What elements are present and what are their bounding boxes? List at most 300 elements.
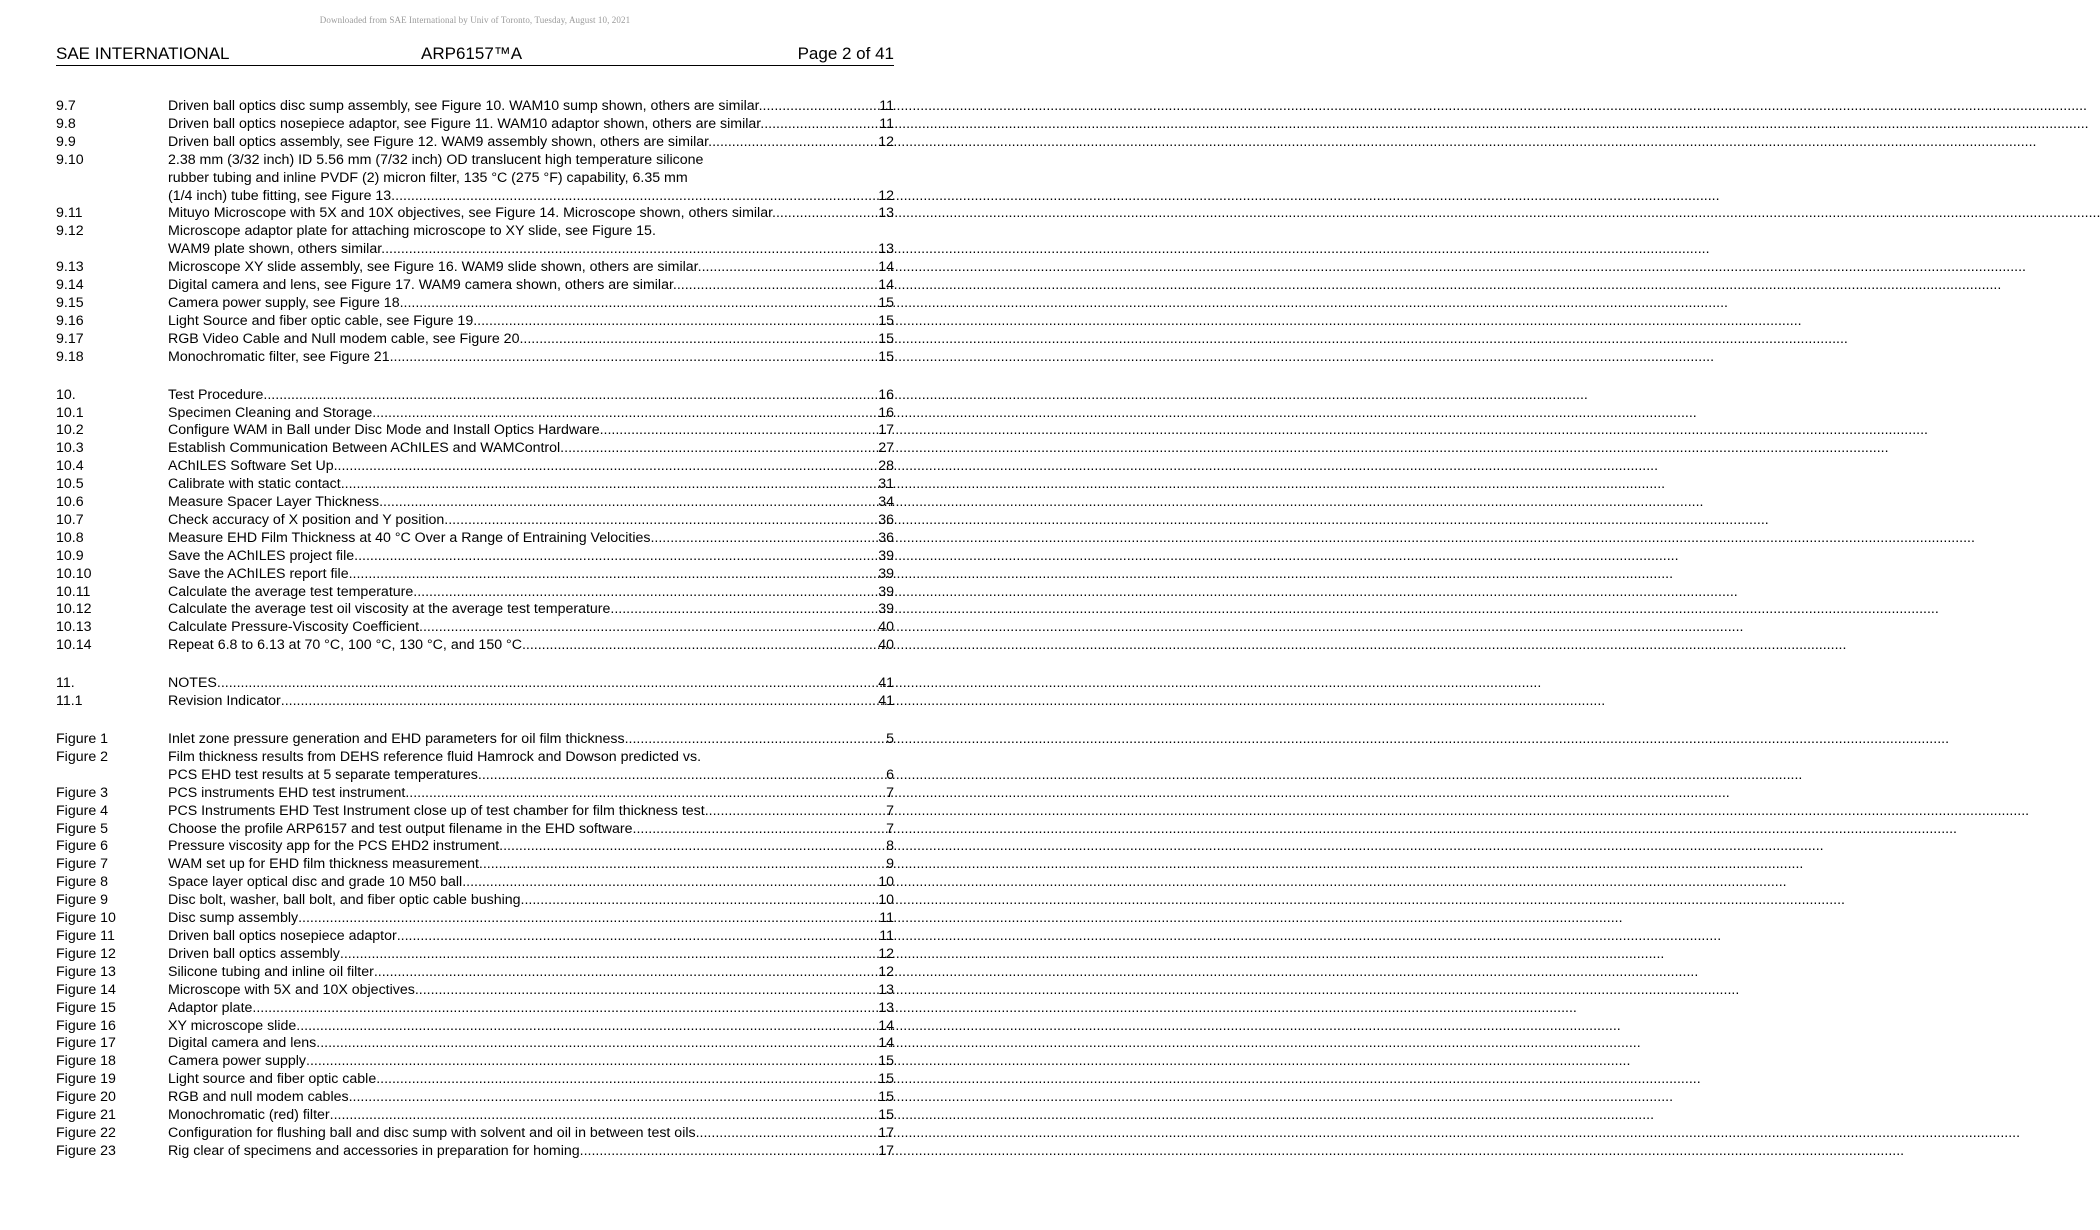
- toc-entry-title: PCS EHD test results at 5 separate temperatures: [168, 766, 478, 783]
- toc-entry[interactable]: [56, 928, 894, 946]
- toc-entry-page: 12: [878, 945, 894, 962]
- toc-entry-body: [168, 1107, 894, 1125]
- dot-leader: [376, 1071, 877, 1089]
- dot-leader: [405, 785, 885, 803]
- dot-leader: [395, 188, 877, 206]
- toc-entry-page: 13: [878, 241, 894, 258]
- toc-entry[interactable]: [56, 637, 894, 655]
- toc-entry-title: Camera power supply, see Figure 18.: [168, 294, 404, 311]
- toc-entry-page: 15: [878, 348, 894, 365]
- toc-entry-leader-row: [168, 1089, 894, 1107]
- toc-entry-leader-row: [168, 892, 894, 910]
- toc-entry-title: Light source and fiber optic cable: [168, 1071, 377, 1088]
- toc-entry-number: Figure 20: [56, 1089, 116, 1106]
- dot-leader: [477, 313, 877, 331]
- toc-entry-page: 15: [878, 1071, 894, 1088]
- toc-entry-title: PCS Instruments EHD Test Instrument close up of test chamber for film thickness test: [168, 802, 705, 819]
- toc-entry[interactable]: [56, 1035, 894, 1053]
- toc-entry-title: Choose the profile ARP6157 and test output filename in the EHD software: [168, 820, 633, 837]
- dot-leader: [763, 98, 879, 116]
- toc-entry-title: Monochromatic (red) filter: [168, 1107, 330, 1124]
- toc-entry-page: 16: [878, 386, 894, 403]
- toc-entry-leader-row: [168, 1125, 894, 1143]
- toc-entry-body: [168, 821, 894, 839]
- dot-leader: [390, 349, 878, 367]
- toc-entry-body: [168, 313, 894, 331]
- toc-entry[interactable]: [56, 821, 894, 839]
- toc-entry-page: 10: [878, 874, 894, 891]
- toc-entry[interactable]: [56, 785, 894, 803]
- toc-entry[interactable]: [56, 601, 894, 619]
- dot-leader: [306, 1053, 877, 1071]
- toc-entry[interactable]: [56, 856, 894, 874]
- toc-entry-page: 14: [878, 259, 894, 276]
- toc-entry-page: 36: [878, 529, 894, 546]
- toc-entry-leader-row: [168, 1053, 894, 1071]
- toc-entry-title: Driven ball optics assembly: [168, 945, 340, 962]
- dot-leader: [523, 331, 877, 349]
- toc-entry-number: Figure 7: [56, 856, 109, 873]
- toc-entry-page: 11: [879, 927, 894, 944]
- toc-entry-title: RGB and null modem cables: [168, 1089, 349, 1106]
- toc-entry-page: 15: [878, 294, 894, 311]
- toc-entry-number: Figure 17: [56, 1035, 116, 1052]
- toc-entry[interactable]: [56, 134, 894, 152]
- toc-entry-page: 28: [878, 458, 894, 475]
- toc-entry-leader-row: [168, 785, 894, 803]
- toc-entry-page: 36: [878, 511, 894, 528]
- toc-entry[interactable]: [56, 1000, 894, 1018]
- toc-entry-page: 6: [886, 766, 894, 783]
- dot-leader: [696, 1125, 878, 1143]
- dot-leader: [478, 767, 885, 785]
- toc-entry-title: RGB Video Cable and Null modem cable, see Figure 20.: [168, 330, 524, 347]
- toc-entry-body: [168, 152, 894, 206]
- toc-entry-title: Configuration for flushing ball and disc sump with solvent and oil in between test oils: [168, 1124, 696, 1141]
- toc-entry-page: 14: [878, 1017, 894, 1034]
- toc-entry-body: [168, 205, 894, 223]
- toc-entry-leader-row: [168, 767, 894, 785]
- toc-entry-number: 11.1: [56, 693, 83, 710]
- toc-entry-page: 7: [886, 784, 894, 801]
- dot-leader: [413, 584, 877, 602]
- toc-entry[interactable]: [56, 458, 894, 476]
- toc-entry[interactable]: [56, 1125, 894, 1143]
- toc-entry[interactable]: [56, 874, 894, 892]
- toc-entry-title: Microscope XY slide assembly, see Figure 16. WAM9 slide shown, others are similar.: [168, 259, 702, 276]
- header-page-number: Page 2 of 41: [797, 44, 894, 63]
- toc-entry-leader-row: [168, 530, 894, 548]
- toc-entry-title: Driven ball optics nosepiece adaptor, see Figure 11. WAM10 adaptor shown, others are similar.: [168, 115, 765, 132]
- toc-entry-leader-row: [168, 1143, 894, 1161]
- section-spacer: [56, 655, 894, 675]
- toc-entry-leader-row: [168, 1071, 894, 1089]
- dot-leader: [217, 675, 877, 693]
- toc-entry-leader-row: [168, 601, 894, 619]
- toc-entry-number: 9.12: [56, 223, 84, 240]
- toc-entry[interactable]: [56, 910, 894, 928]
- toc-entry-leader-row: [168, 566, 894, 584]
- toc-entry[interactable]: [56, 349, 894, 367]
- dot-leader: [296, 1018, 877, 1036]
- dot-leader: [712, 134, 877, 152]
- dot-leader: [650, 530, 877, 548]
- section-spacer: [56, 711, 894, 731]
- toc-entry-number: 10.10: [56, 565, 92, 582]
- toc-entry-body: [168, 1125, 894, 1143]
- dot-leader: [633, 821, 886, 839]
- toc-entry[interactable]: [56, 116, 894, 134]
- dot-leader: [580, 1143, 878, 1161]
- toc-entry-page: 13: [878, 981, 894, 998]
- toc-entry[interactable]: [56, 693, 894, 711]
- toc-entry-page: 14: [878, 1035, 894, 1052]
- dot-leader: [379, 494, 877, 512]
- toc-entry-page: 40: [878, 637, 894, 654]
- toc-entry-page: 8: [886, 838, 894, 855]
- toc-entry-body: [168, 1143, 894, 1161]
- toc-entry-page: 39: [878, 547, 894, 564]
- toc-entry[interactable]: [56, 313, 894, 331]
- toc-entry[interactable]: [56, 584, 894, 602]
- toc-entry-title-line: 2.38 mm (3/32 inch) ID 5.56 mm (7/32 inch) OD translucent high temperature silicone: [168, 151, 704, 168]
- toc-entry-leader-row: [168, 803, 894, 821]
- toc-entry[interactable]: [56, 566, 894, 584]
- toc-entry-title: Calibrate with static contact: [168, 476, 341, 493]
- toc-entry-leader-row: [168, 277, 894, 295]
- toc-entry-body: [168, 98, 894, 116]
- toc-entry-number: Figure 10: [56, 910, 116, 927]
- toc-entry-leader-row: [168, 637, 894, 655]
- toc-entry-title: Save the AChILES report file: [168, 565, 349, 582]
- dot-leader: [298, 910, 878, 928]
- toc-entry-leader-row: [168, 313, 894, 331]
- toc-entry-leader-row: [168, 548, 894, 566]
- toc-entry[interactable]: [56, 1053, 894, 1071]
- dot-leader: [564, 440, 877, 458]
- toc-entry-body: [168, 910, 894, 928]
- toc-entry-leader-row: [168, 241, 894, 259]
- toc-entry-page: 31: [878, 476, 894, 493]
- toc-entry-body: [168, 693, 894, 711]
- toc-entry-page: 14: [878, 277, 894, 294]
- toc-entry-title: NOTES: [168, 675, 217, 692]
- dot-leader: [522, 637, 877, 655]
- toc-entry-leader-row: [168, 331, 894, 349]
- toc-entry-page: 15: [878, 1089, 894, 1106]
- toc-entry[interactable]: [56, 512, 894, 530]
- toc-entry-body: [168, 440, 894, 458]
- toc-entry-number: 9.17: [56, 330, 84, 347]
- toc-entry-leader-row: [168, 982, 894, 1000]
- toc-entry-number: 9.11: [56, 205, 83, 222]
- toc-entry-title-line: Microscope adaptor plate for attaching microscope to XY slide, see Figure 15.: [168, 223, 656, 240]
- header-organization: SAE INTERNATIONAL: [56, 44, 230, 63]
- dot-leader: [625, 731, 886, 749]
- toc-entry-page: 17: [878, 422, 894, 439]
- toc-entry-leader-row: [168, 946, 894, 964]
- toc-entry[interactable]: [56, 749, 894, 785]
- toc-entry[interactable]: [56, 731, 894, 749]
- toc-entry-number: Figure 9: [56, 892, 109, 909]
- toc-entry-body: [168, 494, 894, 512]
- toc-entry[interactable]: [56, 259, 894, 277]
- toc-entry-body: [168, 530, 894, 548]
- toc-entry-leader-row: [168, 98, 894, 116]
- toc-entry[interactable]: [56, 422, 894, 440]
- toc-entry-page: 12: [878, 133, 894, 150]
- dot-leader: [263, 387, 877, 405]
- toc-entry-page: 12: [878, 187, 894, 204]
- page-header: [56, 44, 894, 66]
- toc-entry[interactable]: [56, 1018, 894, 1036]
- toc-entry-leader-row: [168, 928, 894, 946]
- toc-entry-title: WAM9 plate shown, others similar.: [168, 241, 386, 258]
- toc-entry-title: Save the AChILES project file: [168, 547, 355, 564]
- toc-entry-page: 13: [878, 999, 894, 1016]
- toc-entry-leader-row: [168, 494, 894, 512]
- toc-entry-number: Figure 11: [56, 927, 115, 944]
- dot-leader: [479, 856, 885, 874]
- toc-entry-number: 10.8: [56, 529, 84, 546]
- toc-entry-title: Check accuracy of X position and Y position: [168, 511, 445, 528]
- toc-entry-page: 11: [879, 115, 894, 132]
- toc-entry-page: 11: [879, 98, 894, 114]
- toc-entry-title: Mituyo Microscope with 5X and 10X objectives, see Figure 14. Microscope shown, others similar.: [168, 205, 776, 222]
- toc-entry-page: 11: [879, 910, 894, 927]
- toc-entry-leader-row: [168, 188, 894, 206]
- dot-leader: [354, 548, 877, 566]
- toc-entry-number: 11.: [56, 675, 75, 692]
- toc-entry-leader-row: [168, 1000, 894, 1018]
- toc-entry[interactable]: [56, 530, 894, 548]
- toc-entry-page: 7: [886, 802, 894, 819]
- dot-leader: [604, 422, 878, 440]
- toc-entry[interactable]: [56, 838, 894, 856]
- toc-entry[interactable]: [56, 675, 894, 693]
- dot-leader: [330, 1107, 878, 1125]
- toc-entry-leader-row: [168, 259, 894, 277]
- toc-entry-body: [168, 458, 894, 476]
- toc-entry-title: XY microscope slide: [168, 1017, 297, 1034]
- toc-entry[interactable]: [56, 98, 894, 116]
- toc-entry-number: 10.3: [56, 440, 84, 457]
- toc-entry-page: 40: [878, 619, 894, 636]
- dot-leader: [705, 803, 885, 821]
- toc-entry-number: Figure 18: [56, 1053, 116, 1070]
- toc-entry[interactable]: [56, 892, 894, 910]
- toc-entry-title: Measure EHD Film Thickness at 40 °C Over a Range of Entraining Velocities: [168, 529, 651, 546]
- toc-entry-body: [168, 601, 894, 619]
- dot-leader: [316, 1035, 877, 1053]
- toc-entry-title: (1/4 inch) tube fitting, see Figure 13.: [168, 187, 396, 204]
- toc-entry-number: 9.16: [56, 312, 84, 329]
- dot-leader: [499, 838, 885, 856]
- toc-entry[interactable]: [56, 619, 894, 637]
- toc-entry-body: [168, 548, 894, 566]
- toc-entry-number: 10.6: [56, 494, 84, 511]
- toc-entry-page: 17: [878, 1124, 894, 1141]
- toc-entry-page: 15: [878, 330, 894, 347]
- toc-entry-leader-row: [168, 874, 894, 892]
- toc-entry-leader-row: [168, 458, 894, 476]
- toc-entry-number: Figure 14: [56, 981, 116, 998]
- toc-entry-title: Monochromatic filter, see Figure 21: [168, 348, 390, 365]
- toc-entry-body: [168, 637, 894, 655]
- toc-entry[interactable]: [56, 476, 894, 494]
- header-document-id: ARP6157™A: [421, 44, 523, 63]
- toc-entry-body: [168, 405, 894, 423]
- toc-entry-title-line: Film thickness results from DEHS reference fluid Hamrock and Dowson predicted vs.: [168, 748, 702, 765]
- dot-leader: [385, 241, 877, 259]
- toc-entry[interactable]: [56, 946, 894, 964]
- dot-leader: [281, 693, 877, 711]
- toc-entry-number: 10.: [56, 386, 76, 403]
- toc-entry[interactable]: [56, 223, 894, 259]
- toc-entry-leader-row: [168, 1035, 894, 1053]
- toc-entry[interactable]: [56, 152, 894, 206]
- toc-entry-body: [168, 892, 894, 910]
- toc-entry-leader-row: [168, 821, 894, 839]
- toc-entry-body: [168, 1035, 894, 1053]
- download-watermark: Downloaded from SAE International by Univ of Toronto, Tuesday, August 10, 2021: [319, 15, 631, 25]
- toc-entry-title: Driven ball optics disc sump assembly, see Figure 10. WAM10 sump shown, others are similar.: [168, 98, 763, 114]
- toc-entry-number: Figure 16: [56, 1017, 116, 1034]
- dot-leader: [349, 566, 878, 584]
- toc-entry[interactable]: [56, 331, 894, 349]
- dot-leader: [341, 476, 878, 494]
- toc-entry-body: [168, 946, 894, 964]
- toc-entry-number: 9.9: [56, 133, 76, 150]
- toc-entry-body: [168, 675, 894, 693]
- toc-entry-number: 10.5: [56, 476, 84, 493]
- toc-entry-title: Camera power supply: [168, 1053, 306, 1070]
- toc-entry-number: 9.14: [56, 277, 84, 294]
- toc-entry-page: 16: [878, 404, 894, 421]
- toc-entry[interactable]: [56, 548, 894, 566]
- toc-entry-leader-row: [168, 134, 894, 152]
- toc-entry-title: Revision Indicator: [168, 693, 281, 710]
- toc-entry-body: [168, 982, 894, 1000]
- toc-entry[interactable]: [56, 982, 894, 1000]
- toc-entry-page: 39: [878, 583, 894, 600]
- toc-entry-title: Disc bolt, washer, ball bolt, and fiber optic cable bushing: [168, 892, 521, 909]
- toc-entry-leader-row: [168, 731, 894, 749]
- toc-entry-number: 9.13: [56, 259, 84, 276]
- toc-entry-body: [168, 584, 894, 602]
- dot-leader: [702, 259, 878, 277]
- toc-entry-page: 9: [886, 856, 894, 873]
- toc-entry-title: Silicone tubing and inline oil filter: [168, 963, 374, 980]
- toc-entry[interactable]: [56, 387, 894, 405]
- dot-leader: [462, 874, 877, 892]
- toc-entry-number: Figure 23: [56, 1142, 116, 1159]
- toc-entry-number: Figure 22: [56, 1124, 116, 1141]
- toc-entry-leader-row: [168, 349, 894, 367]
- toc-entry-number: 10.4: [56, 458, 84, 475]
- toc-entry[interactable]: [56, 1107, 894, 1125]
- toc-entry-leader-row: [168, 476, 894, 494]
- toc-entry-page: 41: [878, 693, 894, 710]
- toc-entry-title: Driven ball optics nosepiece adaptor: [168, 927, 397, 944]
- toc-entry-leader-row: [168, 619, 894, 637]
- toc-entry[interactable]: [56, 1071, 894, 1089]
- toc-entry[interactable]: [56, 440, 894, 458]
- toc-entry[interactable]: [56, 964, 894, 982]
- table-of-contents: [56, 98, 894, 1161]
- toc-entry-leader-row: [168, 422, 894, 440]
- toc-entry-number: 10.1: [56, 404, 84, 421]
- toc-entry-page: 12: [878, 963, 894, 980]
- toc-entry[interactable]: [56, 205, 894, 223]
- toc-entry-leader-row: [168, 693, 894, 711]
- toc-entry-body: [168, 1053, 894, 1071]
- toc-entry-body: [168, 928, 894, 946]
- toc-entry-body: [168, 259, 894, 277]
- toc-entry-leader-row: [168, 856, 894, 874]
- dot-leader: [252, 1000, 877, 1018]
- toc-entry-title: Calculate Pressure-Viscosity Coefficient: [168, 619, 420, 636]
- toc-entry-page: 34: [878, 494, 894, 511]
- toc-entry[interactable]: [56, 277, 894, 295]
- toc-entry-leader-row: [168, 387, 894, 405]
- toc-entry-body: [168, 512, 894, 530]
- toc-entry-title: Calculate the average test temperature: [168, 583, 414, 600]
- dot-leader: [677, 277, 877, 295]
- dot-leader: [419, 619, 877, 637]
- toc-entry-page: 15: [878, 1107, 894, 1124]
- toc-entry-title: Adaptor plate: [168, 999, 253, 1016]
- toc-entry-page: 5: [886, 731, 894, 747]
- toc-entry-number: Figure 4: [56, 802, 109, 819]
- toc-entry-body: [168, 1071, 894, 1089]
- dot-leader: [614, 601, 877, 619]
- toc-entry-title: Rig clear of specimens and accessories in preparation for homing: [168, 1142, 580, 1159]
- toc-entry-number: 10.12: [56, 601, 92, 618]
- toc-entry-title: Calculate the average test oil viscosity at the average test temperature.: [168, 601, 615, 618]
- toc-entry-body: [168, 223, 894, 259]
- toc-entry-body: [168, 731, 894, 749]
- toc-entry-number: Figure 2: [56, 748, 109, 765]
- toc-entry-page: 13: [878, 205, 894, 222]
- dot-leader: [340, 946, 877, 964]
- toc-entry-body: [168, 277, 894, 295]
- toc-entry-body: [168, 749, 894, 785]
- toc-entry[interactable]: [56, 1143, 894, 1161]
- toc-entry-title: Digital camera and lens, see Figure 17. WAM9 camera shown, others are similar.: [168, 277, 677, 294]
- toc-entry[interactable]: [56, 494, 894, 512]
- toc-entry[interactable]: [56, 295, 894, 313]
- toc-entry-page: 15: [878, 312, 894, 329]
- toc-entry-title: Establish Communication Between AChILES and WAMControl.: [168, 440, 565, 457]
- toc-entry-page: 39: [878, 565, 894, 582]
- toc-entry-leader-row: [168, 512, 894, 530]
- toc-entry[interactable]: [56, 803, 894, 821]
- toc-entry-title-line: rubber tubing and inline PVDF (2) micron filter, 135 °C (275 °F) capability, 6.35 mm: [168, 169, 688, 186]
- toc-entry-leader-row: [168, 295, 894, 313]
- toc-entry-number: Figure 1: [56, 731, 109, 747]
- toc-entry-body: [168, 785, 894, 803]
- toc-entry-title: Repeat 6.8 to 6.13 at 70 °C, 100 °C, 130 °C, and 150 °C: [168, 637, 522, 654]
- toc-entry-number: Figure 13: [56, 963, 116, 980]
- toc-entry[interactable]: [56, 1089, 894, 1107]
- toc-entry-leader-row: [168, 838, 894, 856]
- toc-entry[interactable]: [56, 405, 894, 423]
- toc-entry-body: [168, 856, 894, 874]
- toc-entry-body: [168, 619, 894, 637]
- toc-entry-title: Digital camera and lens: [168, 1035, 317, 1052]
- toc-entry-leader-row: [168, 205, 894, 223]
